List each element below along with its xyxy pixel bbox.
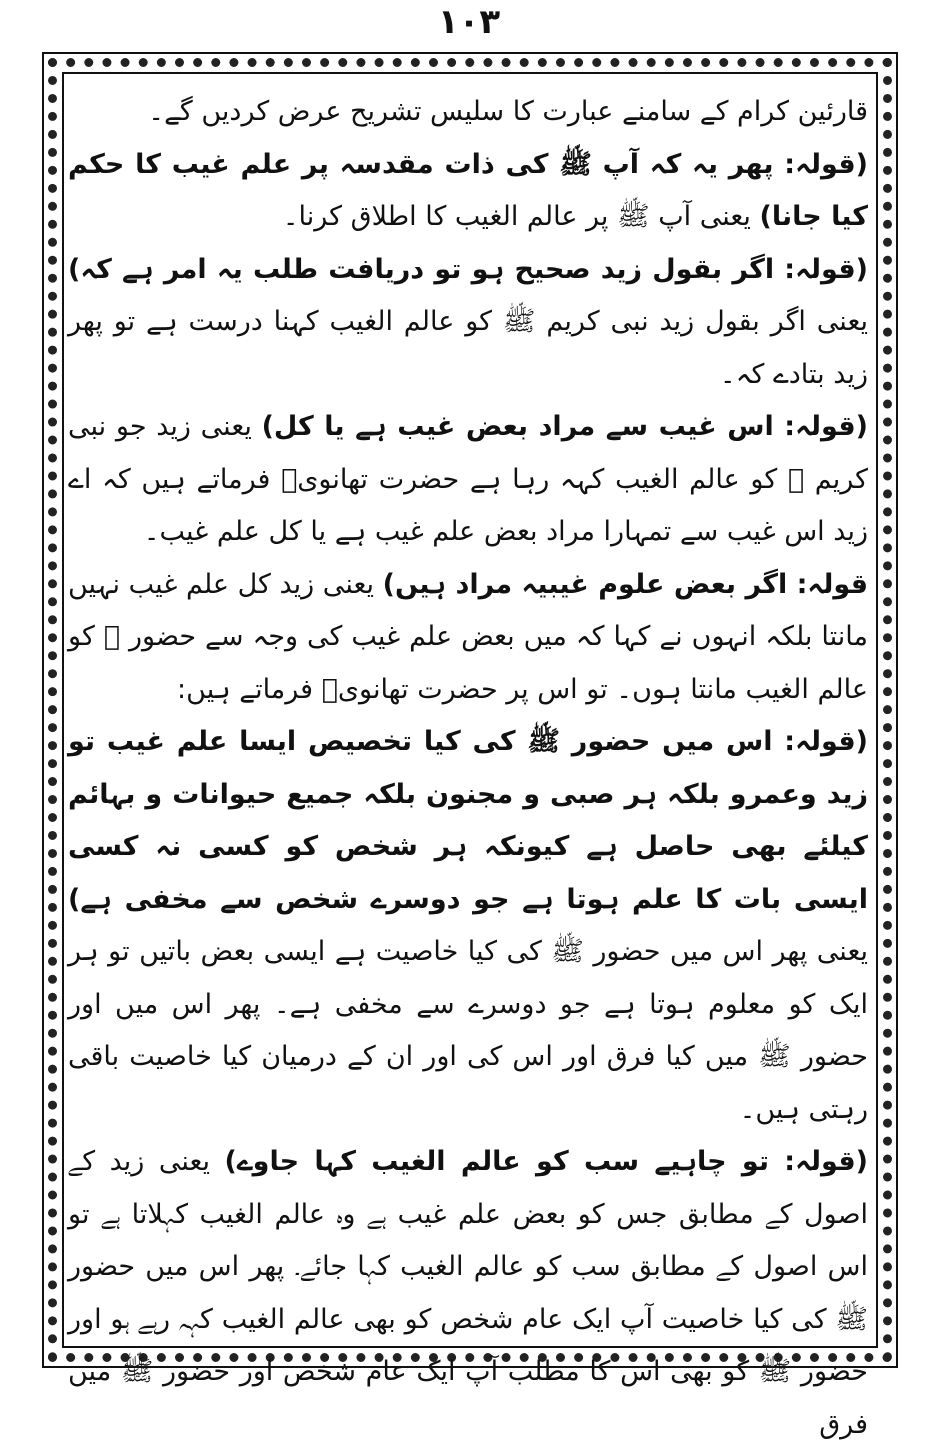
page-number: ۱۰۳ bbox=[437, 2, 501, 42]
qaul-quote-2: (قولہ: اگر بقول زید صحیح ہو تو دریافت طلب یہ امر ہے کہ) bbox=[68, 253, 868, 285]
paragraph-qaul-5 bbox=[68, 716, 868, 1136]
paragraph-qaul-4 bbox=[68, 559, 868, 717]
paragraph-intro bbox=[68, 86, 868, 139]
qaul-explanation-5: یعنی پھر اس میں حضور ﷺ کی کیا خاصیت ہے ایسی بعض باتیں تو ہر ایک کو معلوم ہوتا ہے جو دوسرے سے مخفی ہے۔ پھر اس میں اور حضور ﷺ میں کیا فرق اور اس کی اور ان کے درمیان کیا خاصیت باقی رہتی ہیں۔ bbox=[68, 936, 868, 1125]
qaul-quote-3: (قولہ: اس غیب سے مراد بعض غیب ہے یا کل) bbox=[261, 411, 868, 442]
paragraph-qaul-2 bbox=[68, 244, 868, 402]
paragraph-qaul-6 bbox=[68, 1136, 868, 1451]
qaul-explanation-3: یعنی زید جو نبی کریم ﷺ کو عالم الغیب کہہ رہا ہے حضرت تھانویؒ فرماتے ہیں کہ اے زید اس غیب سے تمہارا مراد بعض علم غیب ہے یا کل علم غیب۔ bbox=[68, 411, 868, 547]
qaul-explanation-1: یعنی آپ ﷺ پر عالم الغیب کا اطلاق کرنا۔ bbox=[282, 201, 751, 232]
qaul-explanation-4: یعنی زید کل علم غیب نہیں مانتا بلکہ انہوں نے کہا کہ میں بعض علم غیب کی وجہ سے حضور ﷺ کو عالم الغیب مانتا ہوں۔ تو اس پر حضرت تھانویؒ فرماتے ہیں: bbox=[68, 568, 868, 705]
qaul-quote-1: (قولہ: پھر یہ کہ آپ ﷺ کی ذات مقدسہ پر علم غیب کا حکم کیا جانا) bbox=[68, 148, 868, 232]
page-body bbox=[68, 86, 868, 1440]
qaul-explanation-2: یعنی اگر بقول زید نبی کریم ﷺ کو عالم الغیب کہنا درست ہے تو پھر زید بتادے کہ۔ bbox=[68, 306, 868, 390]
paragraph-qaul-3 bbox=[68, 401, 868, 559]
qaul-quote-4: قولہ: اگر بعض علوم غیبیہ مراد ہیں) bbox=[382, 568, 868, 600]
paragraph-intro-text: قارئین کرام کے سامنے عبارت کا سلیس تشریح عرض کردیں گے۔ bbox=[148, 96, 868, 127]
qaul-quote-5: (قولہ: اس میں حضور ﷺ کی کیا تخصیص ایسا علم غیب تو زید وعمرو بلکہ ہر صبی و مجنون بلکہ جمیع حیوانات و بہائم کیلئے بھی حاصل ہے کیونکہ ہر شخص کو کسی نہ کسی ایسی بات کا علم ہوتا ہے جو دوسرے شخص سے مخفی ہے) bbox=[68, 726, 868, 915]
paragraph-qaul-1 bbox=[68, 139, 868, 244]
qaul-explanation-6: یعنی زید کے اصول کے مطابق جس کو بعض علم غیب ہے وہ عالم الغیب کہلاتا ہے تو اس اصول کے مطابق سب کو عالم الغیب کہا جائے۔ پھر اس میں حضور ﷺ کی کیا خاصیت آپ ایک عام شخص کو بھی عالم الغیب کہہ رہے ہو اور حضور ﷺ کو بھی اس کا مطلب آپ ایک عام شخص اور حضور ﷺ میں فرق bbox=[68, 1146, 868, 1440]
qaul-quote-6: (قولہ: تو چاہیے سب کو عالم الغیب کہا جاوے) bbox=[224, 1146, 868, 1177]
